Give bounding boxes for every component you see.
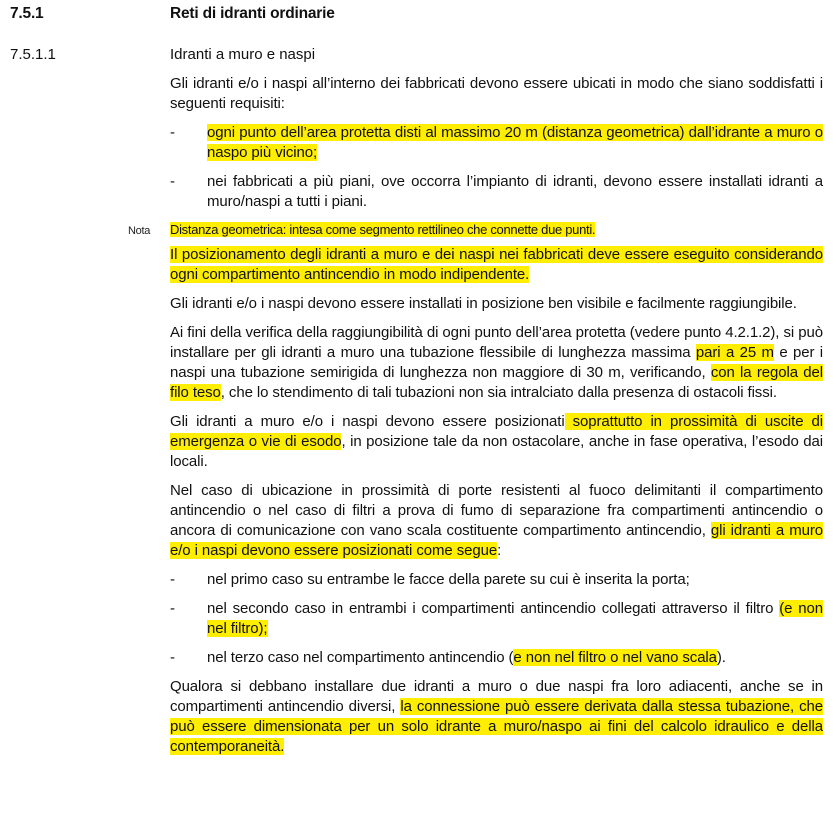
dash-bullet: - (170, 124, 175, 141)
dash-bullet: - (170, 649, 175, 666)
paragraph-requirements-intro: Gli idranti e/o i naspi all’interno dei fabbricati devono essere ubicati in modo che siano soddisfatti i seguenti requisiti: (170, 75, 823, 112)
section-number: 7.5.1 (10, 5, 44, 22)
highlighted-text: soprattutto in prossimità di uscite di emergenza o vie di esodo (170, 413, 823, 450)
paragraph-positioning (170, 412, 823, 472)
highlighted-text: con la regola del filo teso (170, 364, 823, 401)
note-label: Nota (128, 225, 151, 237)
list-item (170, 599, 823, 639)
list-item (170, 648, 823, 668)
list-item (170, 172, 823, 212)
note (128, 221, 823, 239)
text-run: , in posizione tale da non ostacolare, anche in fase operativa, l’esodo dai locali. (170, 433, 823, 470)
dash-bullet: - (170, 571, 175, 588)
text-run: nel secondo caso in entrambi i compartimenti antincendio collegati attraverso il filtro (207, 600, 780, 617)
paragraph-fire-doors (170, 481, 823, 561)
text-run: : (497, 542, 502, 559)
text-run: , che lo stendimento di tali tubazioni non sia intralciato dalla presenza di ostacoli fissi. (220, 384, 777, 401)
list-item-text: nel primo caso su entrambe le facce della parete su cui è inserita la porta; (207, 571, 690, 588)
highlighted-text: la connessione può essere derivata dalla stessa tubazione, che può essere dimensionata per un solo idrante a muro/naspo ai fini del calcolo idraulico e della contemporaneità. (170, 698, 823, 755)
list-item (170, 123, 823, 163)
text-run: Ai fini della verifica della raggiungibilità di ogni punto dell’area protetta (vedere punto 4.2.1.2), si può installare per gli idranti a muro una tubazione flessibile di lunghezza massima (170, 324, 823, 361)
paragraph-compartment (170, 245, 823, 285)
highlighted-text: e non nel filtro o nel vano scala (513, 649, 717, 666)
dash-bullet: - (170, 173, 175, 190)
highlighted-text: gli idranti a muro e/o i naspi devono essere posizionati come segue (170, 522, 823, 559)
note-text: Distanza geometrica: intesa come segmento rettilineo che connette due punti. (170, 222, 596, 237)
list-item (170, 570, 823, 590)
body-text (128, 74, 823, 766)
highlighted-text: ogni punto dell’area protetta disti al massimo 20 m (distanza geometrica) dall’idrante a muro o naspo più vicino; (207, 124, 823, 161)
paragraph-visibility: Gli idranti e/o i naspi devono essere installati in posizione ben visibile e facilmente raggiungibile. (170, 295, 797, 312)
text-run: nel terzo caso nel compartimento antincendio ( (207, 649, 514, 666)
highlighted-text: (e non nel filtro); (207, 600, 823, 637)
text-run: e per i naspi una tubazione semirigida di lunghezza non maggiore di 30 m, verificando, (170, 344, 823, 381)
subsection-heading (10, 46, 830, 68)
highlighted-text: pari a 25 m (695, 344, 774, 361)
subsection-number: 7.5.1.1 (10, 46, 56, 63)
list-item-text: nei fabbricati a più piani, ove occorra l’impianto di idranti, devono essere installati idranti a muro/naspi a tutti i piani. (207, 173, 823, 210)
text-run: Gli idranti a muro e/o i naspi devono essere posizionati (170, 413, 565, 430)
text-run: ). (716, 649, 726, 666)
dash-bullet: - (170, 600, 175, 617)
paragraph-adjacent-hydrants (170, 677, 823, 757)
section-title: Reti di idranti ordinarie (170, 5, 335, 22)
text-run: Qualora si debbano installare due idranti a muro o due naspi fra loro adiacenti, anche se in compartimenti antincendio diversi, (170, 678, 823, 715)
highlighted-text: Il posizionamento degli idranti a muro e dei naspi nei fabbricati deve essere eseguito considerando ogni compartimento antincendio in modo indipendente. (170, 246, 823, 283)
text-run: Nel caso di ubicazione in prossimità di porte resistenti al fuoco delimitanti il compartimento antincendio o nel caso di filtri a prova di fumo di separazione fra compartimenti antincendio o ancora di comunicazione con vano scala costituente compartimento antincendio, (170, 482, 823, 539)
subsection-title: Idranti a muro e naspi (170, 46, 316, 63)
paragraph-reachability (170, 323, 823, 403)
section-heading (10, 5, 830, 27)
